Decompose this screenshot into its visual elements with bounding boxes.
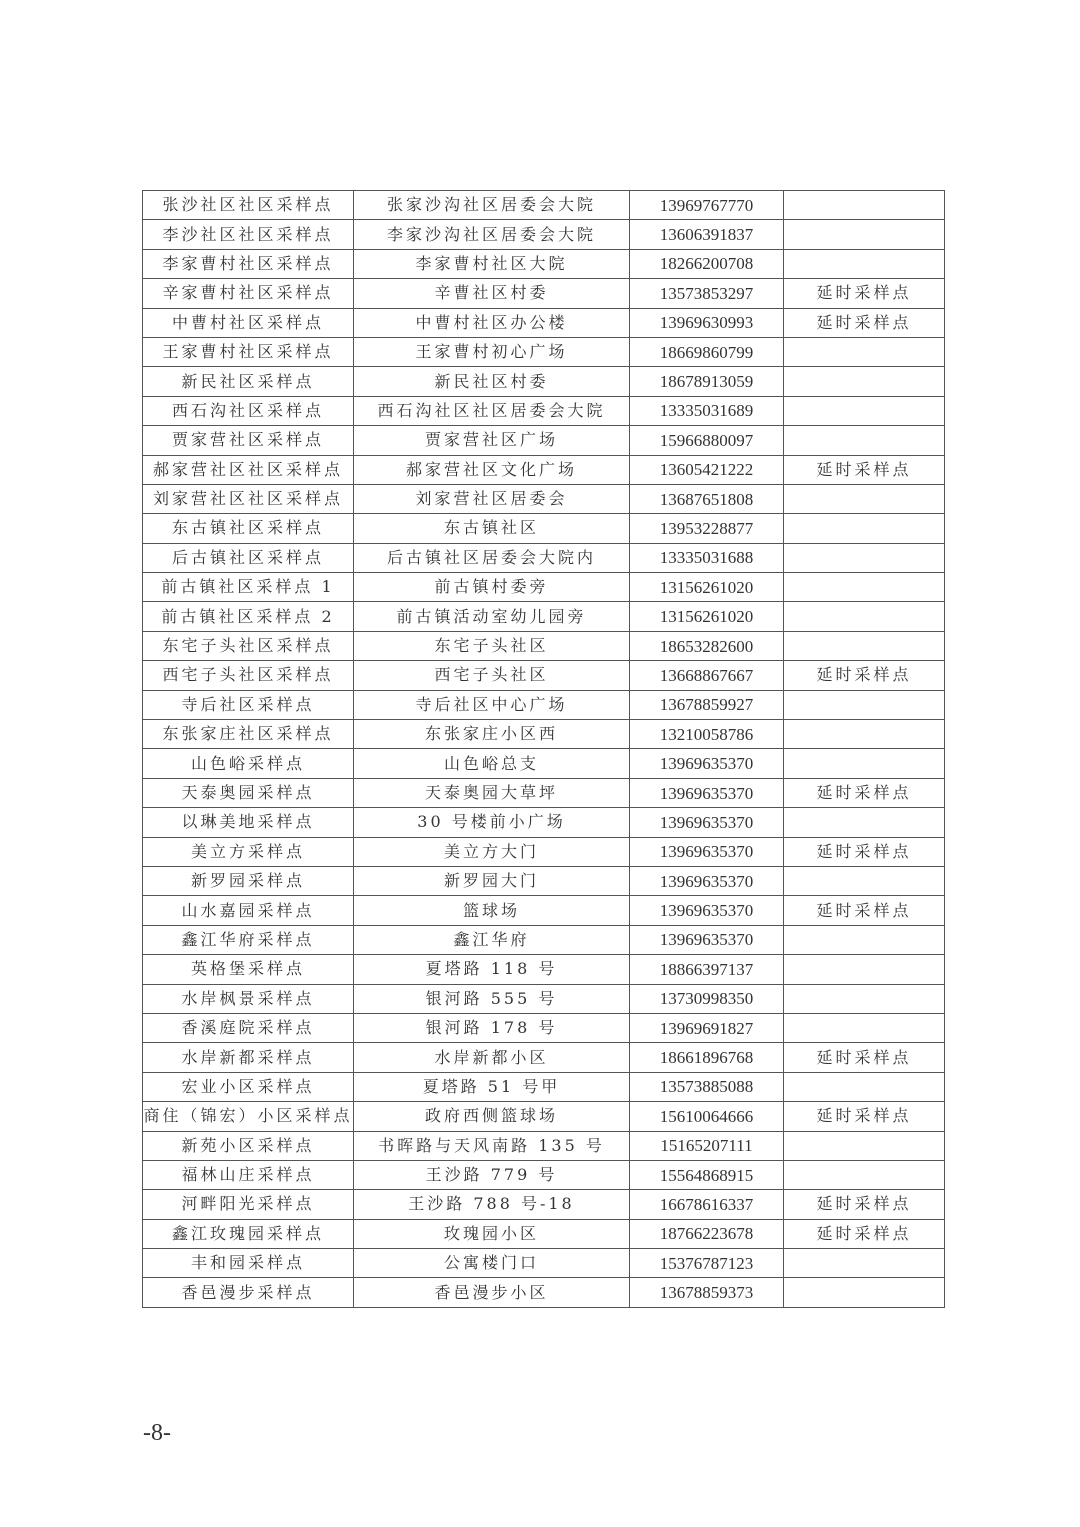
table-row (143, 1043, 945, 1072)
table-row (143, 1249, 945, 1278)
table-row (143, 279, 945, 308)
site-name-cell: 刘家营社区社区采样点 (143, 484, 354, 513)
site-name-cell: 郝家营社区社区采样点 (143, 455, 354, 484)
note-cell (784, 514, 945, 543)
table-row (143, 396, 945, 425)
site-name-cell: 前古镇社区采样点 1 (143, 573, 354, 602)
note-cell (784, 191, 945, 220)
table-row (143, 337, 945, 366)
phone-cell: 13687651808 (630, 484, 784, 513)
note-cell: 延时采样点 (784, 896, 945, 925)
table-row (143, 690, 945, 719)
note-cell: 延时采样点 (784, 1219, 945, 1248)
site-name-cell: 东张家庄社区采样点 (143, 720, 354, 749)
location-cell: 书晖路与天风南路 135 号 (354, 1131, 630, 1160)
note-cell: 延时采样点 (784, 455, 945, 484)
site-name-cell: 李沙社区社区采样点 (143, 220, 354, 249)
table-row (143, 720, 945, 749)
note-cell (784, 367, 945, 396)
phone-cell: 13606391837 (630, 220, 784, 249)
note-cell (784, 1072, 945, 1101)
phone-cell: 13573853297 (630, 279, 784, 308)
table-row (143, 631, 945, 660)
site-name-cell: 商住（锦宏）小区采样点 (143, 1102, 354, 1131)
table-row (143, 866, 945, 895)
site-name-cell: 福林山庄采样点 (143, 1160, 354, 1189)
site-name-cell: 前古镇社区采样点 2 (143, 602, 354, 631)
site-name-cell: 河畔阳光采样点 (143, 1190, 354, 1219)
location-cell: 李家曹村社区大院 (354, 249, 630, 278)
site-name-cell: 王家曹村社区采样点 (143, 337, 354, 366)
phone-cell: 13969767770 (630, 191, 784, 220)
location-cell: 西石沟社区社区居委会大院 (354, 396, 630, 425)
note-cell (784, 543, 945, 572)
site-name-cell: 天泰奥园采样点 (143, 778, 354, 807)
location-cell: 李家沙沟社区居委会大院 (354, 220, 630, 249)
location-cell: 寺后社区中心广场 (354, 690, 630, 719)
table-row (143, 955, 945, 984)
location-cell: 银河路 555 号 (354, 984, 630, 1013)
site-name-cell: 辛家曹村社区采样点 (143, 279, 354, 308)
location-cell: 郝家营社区文化广场 (354, 455, 630, 484)
phone-cell: 15966880097 (630, 426, 784, 455)
note-cell: 延时采样点 (784, 1043, 945, 1072)
location-cell: 美立方大门 (354, 837, 630, 866)
site-name-cell: 新民社区采样点 (143, 367, 354, 396)
table-row (143, 484, 945, 513)
site-name-cell: 水岸枫景采样点 (143, 984, 354, 1013)
note-cell (784, 1278, 945, 1307)
phone-cell: 13678859927 (630, 690, 784, 719)
note-cell: 延时采样点 (784, 661, 945, 690)
phone-cell: 13605421222 (630, 455, 784, 484)
table-row (143, 1131, 945, 1160)
site-name-cell: 西宅子头社区采样点 (143, 661, 354, 690)
location-cell: 后古镇社区居委会大院内 (354, 543, 630, 572)
table-row (143, 1072, 945, 1101)
phone-cell: 13969635370 (630, 866, 784, 895)
sampling-sites-table (142, 190, 945, 1308)
location-cell: 张家沙沟社区居委会大院 (354, 191, 630, 220)
note-cell (784, 220, 945, 249)
table-row (143, 661, 945, 690)
note-cell (784, 426, 945, 455)
phone-cell: 13156261020 (630, 573, 784, 602)
table-row (143, 1219, 945, 1248)
phone-cell: 13730998350 (630, 984, 784, 1013)
table-row (143, 837, 945, 866)
note-cell: 延时采样点 (784, 279, 945, 308)
phone-cell: 13969635370 (630, 896, 784, 925)
note-cell (784, 631, 945, 660)
table-row (143, 367, 945, 396)
site-name-cell: 丰和园采样点 (143, 1249, 354, 1278)
table-row (143, 308, 945, 337)
table-row (143, 1013, 945, 1042)
phone-cell: 15564868915 (630, 1160, 784, 1189)
site-name-cell: 寺后社区采样点 (143, 690, 354, 719)
phone-cell: 13969635370 (630, 778, 784, 807)
location-cell: 新罗园大门 (354, 866, 630, 895)
phone-cell: 13668867667 (630, 661, 784, 690)
location-cell: 前古镇活动室幼儿园旁 (354, 602, 630, 631)
note-cell (784, 1160, 945, 1189)
phone-cell: 13969691827 (630, 1013, 784, 1042)
table-row (143, 249, 945, 278)
site-name-cell: 贾家营社区采样点 (143, 426, 354, 455)
site-name-cell: 香邑漫步采样点 (143, 1278, 354, 1307)
note-cell (784, 955, 945, 984)
site-name-cell: 张沙社区社区采样点 (143, 191, 354, 220)
note-cell: 延时采样点 (784, 1102, 945, 1131)
phone-cell: 13969630993 (630, 308, 784, 337)
location-cell: 水岸新都小区 (354, 1043, 630, 1072)
table-row (143, 573, 945, 602)
phone-cell: 18661896768 (630, 1043, 784, 1072)
phone-cell: 18866397137 (630, 955, 784, 984)
location-cell: 30 号楼前小广场 (354, 808, 630, 837)
note-cell (784, 749, 945, 778)
note-cell (784, 808, 945, 837)
note-cell (784, 249, 945, 278)
phone-cell: 18766223678 (630, 1219, 784, 1248)
location-cell: 鑫江华府 (354, 925, 630, 954)
page-number: -8- (143, 1420, 171, 1446)
phone-cell: 13156261020 (630, 602, 784, 631)
location-cell: 香邑漫步小区 (354, 1278, 630, 1307)
table-row (143, 1278, 945, 1307)
note-cell (784, 484, 945, 513)
site-name-cell: 山色峪采样点 (143, 749, 354, 778)
table-row (143, 896, 945, 925)
location-cell: 前古镇村委旁 (354, 573, 630, 602)
table-row (143, 426, 945, 455)
phone-cell: 18678913059 (630, 367, 784, 396)
site-name-cell: 鑫江玫瑰园采样点 (143, 1219, 354, 1248)
table-row (143, 1160, 945, 1189)
location-cell: 王家曹村初心广场 (354, 337, 630, 366)
note-cell (784, 1249, 945, 1278)
location-cell: 新民社区村委 (354, 367, 630, 396)
location-cell: 王沙路 788 号-18 (354, 1190, 630, 1219)
phone-cell: 16678616337 (630, 1190, 784, 1219)
site-name-cell: 香溪庭院采样点 (143, 1013, 354, 1042)
location-cell: 篮球场 (354, 896, 630, 925)
table-row (143, 514, 945, 543)
site-name-cell: 水岸新都采样点 (143, 1043, 354, 1072)
site-name-cell: 以琳美地采样点 (143, 808, 354, 837)
note-cell (784, 602, 945, 631)
site-name-cell: 英格堡采样点 (143, 955, 354, 984)
phone-cell: 13573885088 (630, 1072, 784, 1101)
location-cell: 银河路 178 号 (354, 1013, 630, 1042)
table-row (143, 455, 945, 484)
note-cell (784, 690, 945, 719)
site-name-cell: 宏业小区采样点 (143, 1072, 354, 1101)
phone-cell: 18266200708 (630, 249, 784, 278)
location-cell: 夏塔路 118 号 (354, 955, 630, 984)
note-cell (784, 866, 945, 895)
phone-cell: 13210058786 (630, 720, 784, 749)
note-cell (784, 1131, 945, 1160)
table-row (143, 925, 945, 954)
table-row (143, 1190, 945, 1219)
phone-cell: 13969635370 (630, 837, 784, 866)
site-name-cell: 东宅子头社区采样点 (143, 631, 354, 660)
note-cell: 延时采样点 (784, 778, 945, 807)
location-cell: 玫瑰园小区 (354, 1219, 630, 1248)
location-cell: 辛曹社区村委 (354, 279, 630, 308)
phone-cell: 13335031688 (630, 543, 784, 572)
location-cell: 王沙路 779 号 (354, 1160, 630, 1189)
site-name-cell: 山水嘉园采样点 (143, 896, 354, 925)
site-name-cell: 新罗园采样点 (143, 866, 354, 895)
phone-cell: 13678859373 (630, 1278, 784, 1307)
table-row (143, 808, 945, 837)
phone-cell: 15165207111 (630, 1131, 784, 1160)
site-name-cell: 新苑小区采样点 (143, 1131, 354, 1160)
location-cell: 东宅子头社区 (354, 631, 630, 660)
phone-cell: 13953228877 (630, 514, 784, 543)
site-name-cell: 李家曹村社区采样点 (143, 249, 354, 278)
table-row (143, 778, 945, 807)
note-cell (784, 984, 945, 1013)
location-cell: 东古镇社区 (354, 514, 630, 543)
location-cell: 西宅子头社区 (354, 661, 630, 690)
note-cell (784, 925, 945, 954)
location-cell: 天泰奥园大草坪 (354, 778, 630, 807)
table-row (143, 984, 945, 1013)
phone-cell: 13969635370 (630, 925, 784, 954)
table-row (143, 602, 945, 631)
note-cell (784, 573, 945, 602)
site-name-cell: 鑫江华府采样点 (143, 925, 354, 954)
note-cell (784, 396, 945, 425)
note-cell (784, 1013, 945, 1042)
phone-cell: 15376787123 (630, 1249, 784, 1278)
table-row (143, 1102, 945, 1131)
note-cell (784, 720, 945, 749)
location-cell: 中曹村社区办公楼 (354, 308, 630, 337)
table-body (143, 191, 945, 1308)
phone-cell: 18653282600 (630, 631, 784, 660)
location-cell: 政府西侧篮球场 (354, 1102, 630, 1131)
site-name-cell: 西石沟社区采样点 (143, 396, 354, 425)
phone-cell: 18669860799 (630, 337, 784, 366)
location-cell: 山色峪总支 (354, 749, 630, 778)
note-cell: 延时采样点 (784, 1190, 945, 1219)
location-cell: 贾家营社区广场 (354, 426, 630, 455)
phone-cell: 15610064666 (630, 1102, 784, 1131)
location-cell: 公寓楼门口 (354, 1249, 630, 1278)
site-name-cell: 东古镇社区采样点 (143, 514, 354, 543)
note-cell: 延时采样点 (784, 837, 945, 866)
table-row (143, 543, 945, 572)
table-row (143, 749, 945, 778)
site-name-cell: 美立方采样点 (143, 837, 354, 866)
location-cell: 刘家营社区居委会 (354, 484, 630, 513)
location-cell: 东张家庄小区西 (354, 720, 630, 749)
table-row (143, 220, 945, 249)
phone-cell: 13335031689 (630, 396, 784, 425)
phone-cell: 13969635370 (630, 749, 784, 778)
table-row (143, 191, 945, 220)
note-cell: 延时采样点 (784, 308, 945, 337)
location-cell: 夏塔路 51 号甲 (354, 1072, 630, 1101)
phone-cell: 13969635370 (630, 808, 784, 837)
site-name-cell: 中曹村社区采样点 (143, 308, 354, 337)
note-cell (784, 337, 945, 366)
site-name-cell: 后古镇社区采样点 (143, 543, 354, 572)
